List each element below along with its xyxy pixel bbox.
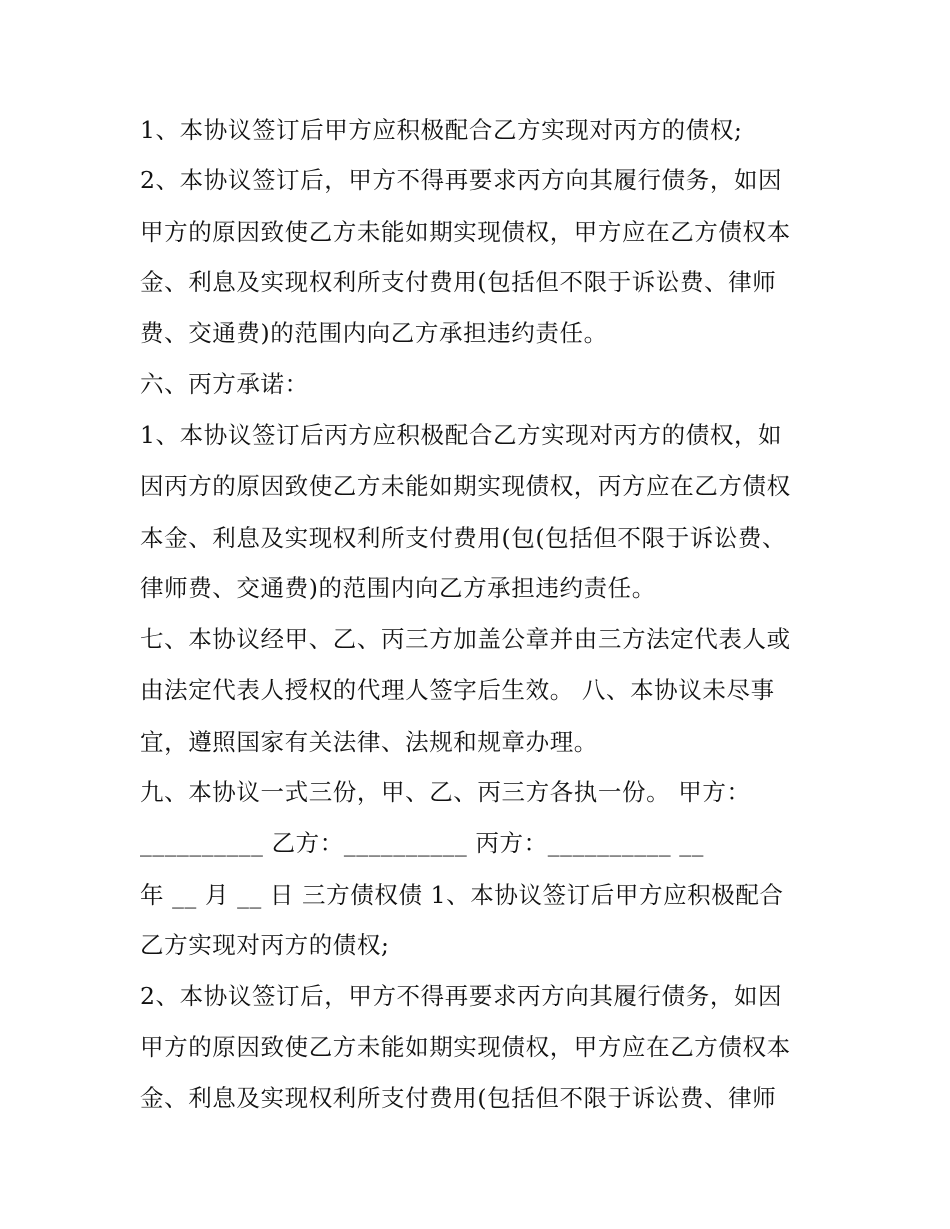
document-line: 1、本协议签订后甲方应积极配合乙方实现对丙方的债权; (140, 116, 743, 144)
document-line: 2、本协议签订后，甲方不得再要求丙方向其履行债务，如因 (140, 166, 783, 194)
document-line: 乙方实现对丙方的债权; (140, 931, 390, 959)
document-line: 本金、利息及实现权利所支付费用(包(包括但不限于诉讼费、 (140, 524, 787, 552)
document-line: 律师费、交通费)的范围内向乙方承担违约责任。 (140, 574, 656, 602)
document-line: __________ 乙方：__________ 丙方：__________ __ (140, 829, 705, 857)
document-line: 宜，遵照国家有关法律、法规和规章办理。 (140, 728, 598, 756)
document-line: 六、丙方承诺： (140, 370, 309, 398)
document-line: 九、本协议一式三份，甲、乙、丙三方各执一份。 甲方： (140, 778, 751, 806)
document-line: 因丙方的原因致使乙方未能如期实现债权，丙方应在乙方债权 (140, 472, 791, 500)
document-line: 金、利息及实现权利所支付费用(包括但不限于诉讼费、律师 (140, 1084, 777, 1112)
document-line: 由法定代表人授权的代理人签字后生效。 八、本协议未尽事 (140, 676, 775, 704)
document-line: 甲方的原因致使乙方未能如期实现债权，甲方应在乙方债权本 (140, 218, 791, 246)
document-line: 2、本协议签订后，甲方不得再要求丙方向其履行债务，如因 (140, 982, 783, 1010)
document-line: 金、利息及实现权利所支付费用(包括但不限于诉讼费、律师 (140, 268, 777, 296)
document-line: 甲方的原因致使乙方未能如期实现债权，甲方应在乙方债权本 (140, 1033, 791, 1061)
document-line: 费、交通费)的范围内向乙方承担违约责任。 (140, 319, 608, 347)
document-line: 七、本协议经甲、乙、丙三方加盖公章并由三方法定代表人或 (140, 625, 791, 653)
document-line: 年 __ 月 __ 日 三方债权债 1、本协议签订后甲方应积极配合 (140, 881, 784, 909)
document-line: 1、本协议签订后丙方应积极配合乙方实现对丙方的债权，如 (140, 421, 783, 449)
